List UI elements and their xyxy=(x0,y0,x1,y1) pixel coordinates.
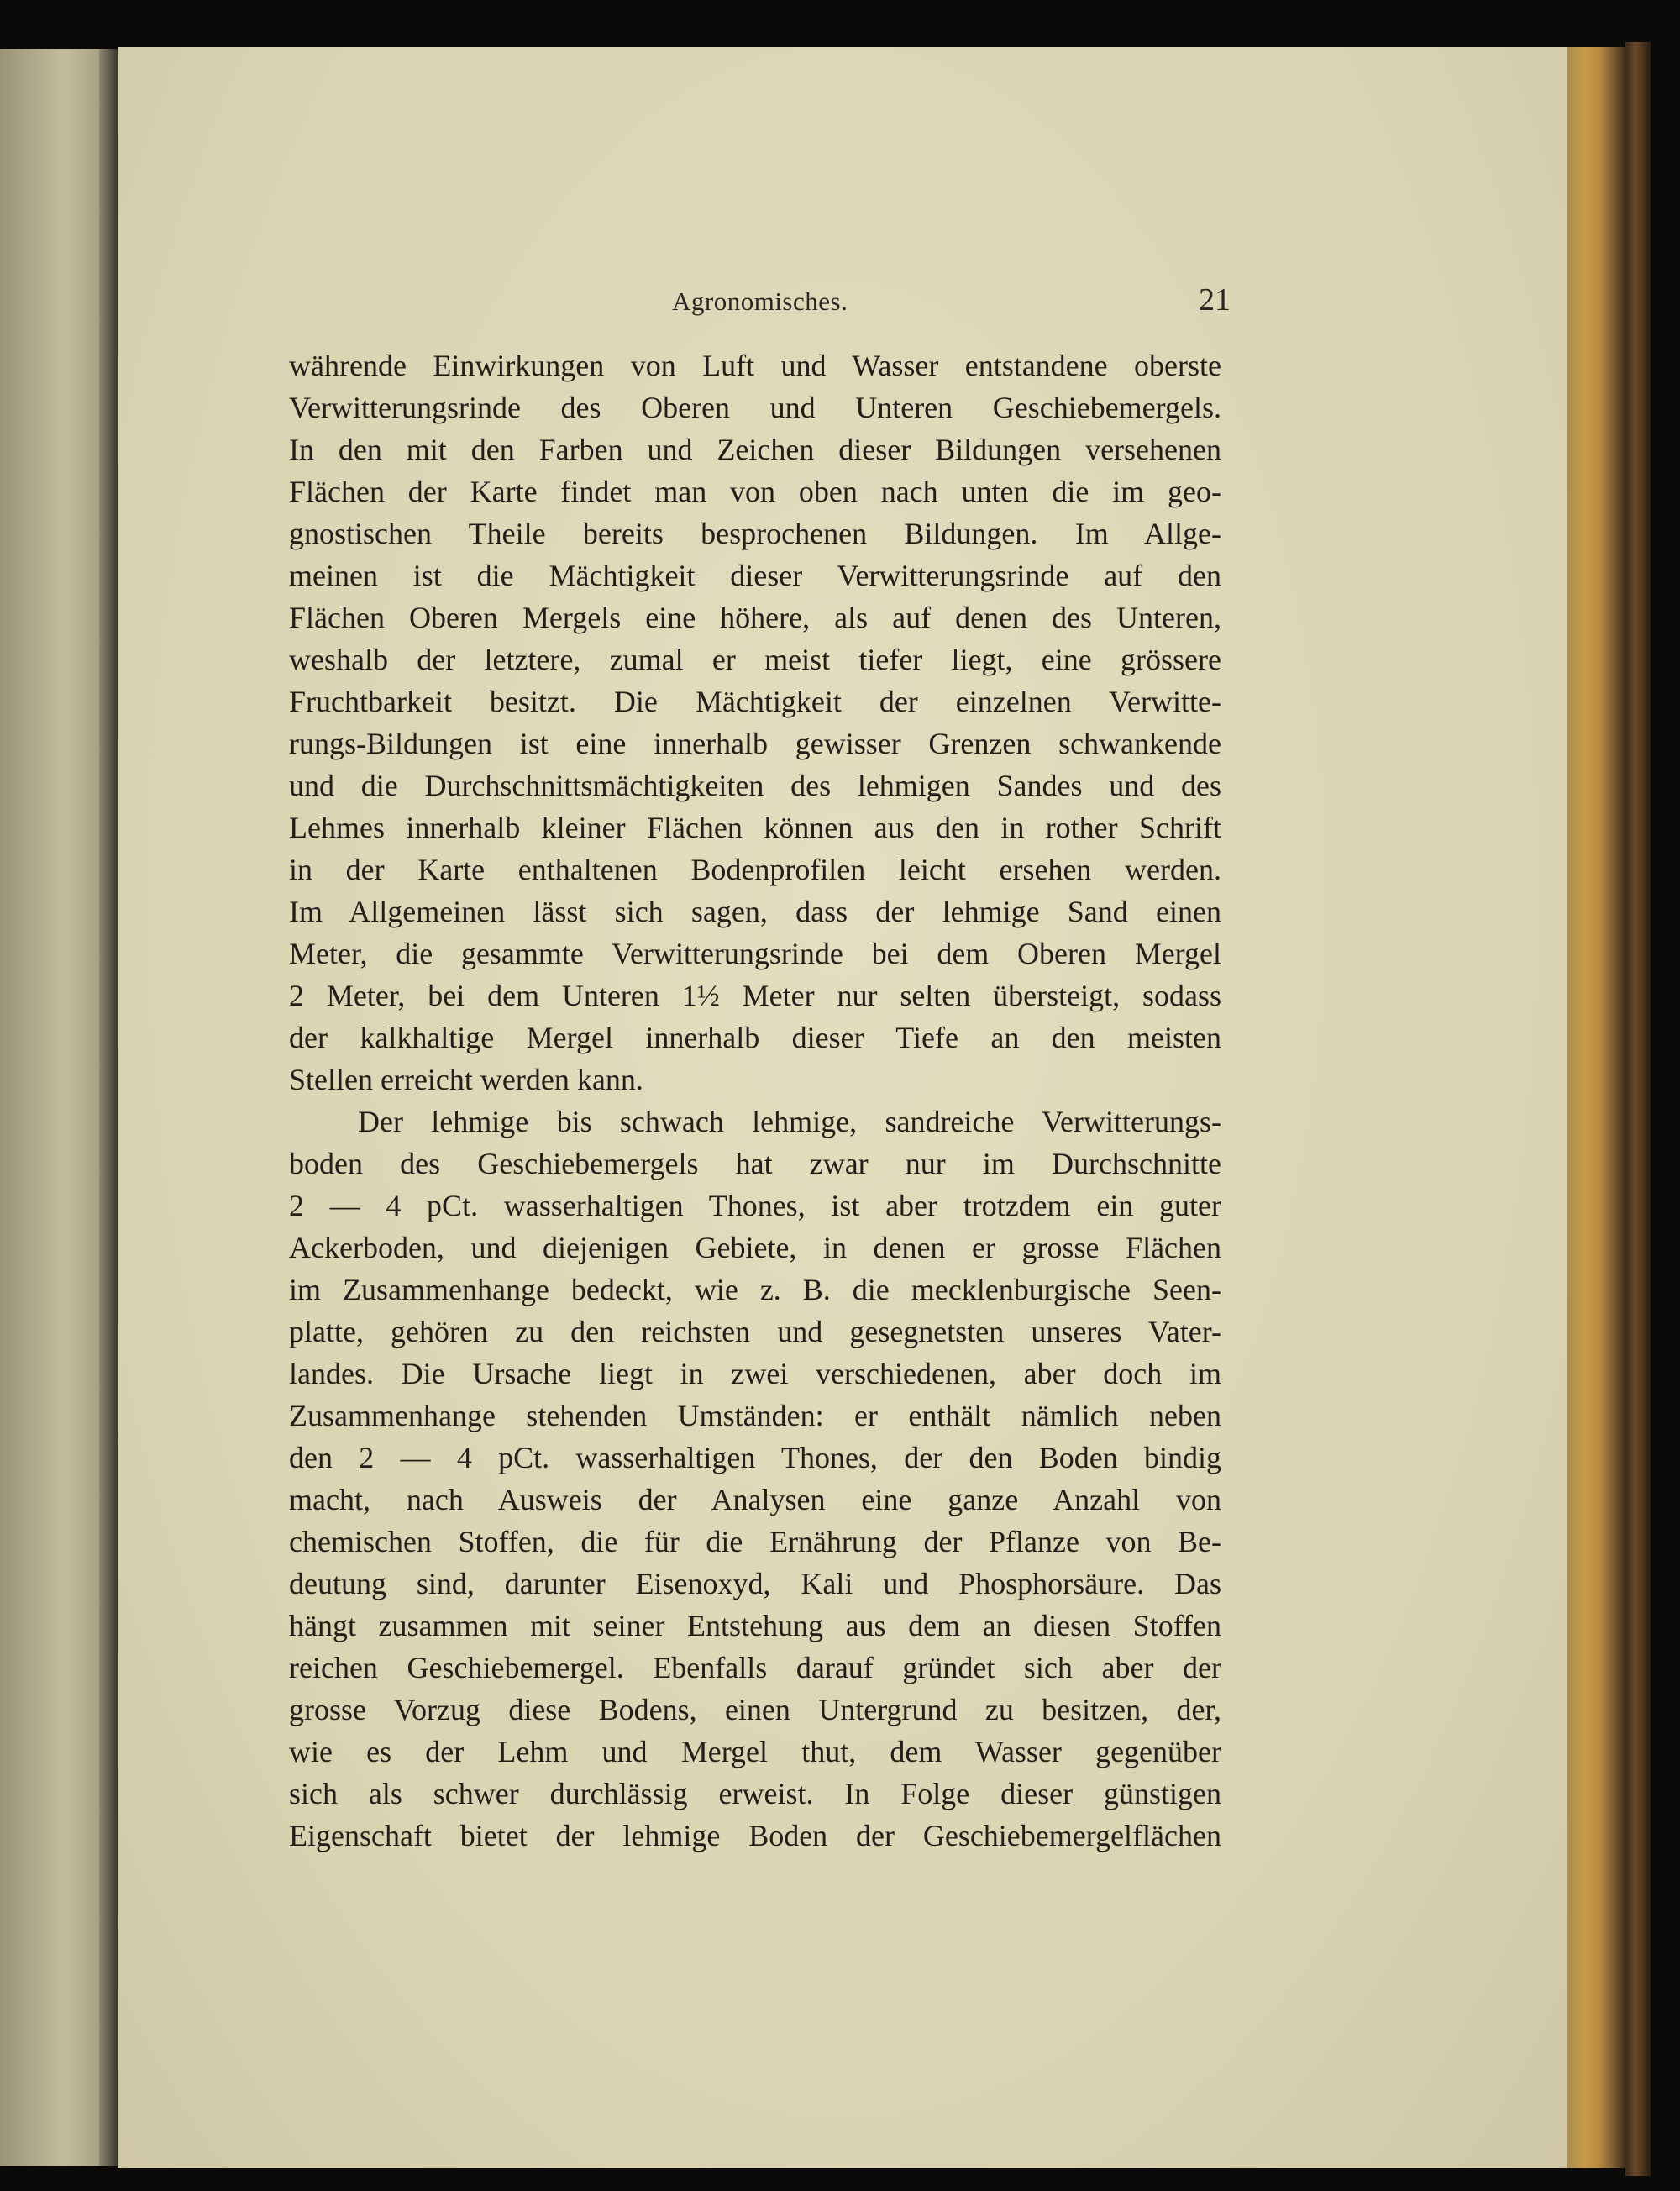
text-line: chemischen Stoffen, die für die Ernährung der Pflanze von Be- xyxy=(289,1525,1221,1558)
text-line: der kalkhaltige Mergel innerhalb dieser Tiefe an den meisten xyxy=(289,1021,1221,1054)
text-line: 2 — 4 pCt. wasserhaltigen Thones, ist aber trotzdem ein guter xyxy=(289,1189,1221,1222)
text-line: Zusammenhange stehenden Umständen: er enthält nämlich neben xyxy=(289,1399,1221,1432)
text-line: In den mit den Farben und Zeichen dieser Bildungen versehenen xyxy=(289,433,1221,466)
text-line: sich als schwer durchlässig erweist. In Folge dieser günstigen xyxy=(289,1777,1221,1810)
text-line: deutung sind, darunter Eisenoxyd, Kali und Phosphorsäure. Das xyxy=(289,1567,1221,1600)
text-line: Im Allgemeinen lässt sich sagen, dass der lehmige Sand einen xyxy=(289,895,1221,928)
text-line: in der Karte enthaltenen Bodenprofilen leicht ersehen werden. xyxy=(289,853,1221,886)
text-line: wie es der Lehm und Mergel thut, dem Wasser gegenüber xyxy=(289,1735,1221,1768)
text-line: im Zusammenhange bedeckt, wie z. B. die mecklenburgische Seen- xyxy=(289,1273,1221,1306)
text-line: Meter, die gesammte Verwitterungsrinde bei dem Oberen Mergel xyxy=(289,937,1221,970)
text-line: meinen ist die Mächtigkeit dieser Verwitterungsrinde auf den xyxy=(289,559,1221,592)
book-cover-edge xyxy=(1625,42,1651,2176)
text-line: boden des Geschiebemergels hat zwar nur im Durchschnitte xyxy=(289,1147,1221,1180)
body-text xyxy=(289,344,1221,1857)
text-line: und die Durchschnittsmächtigkeiten des lehmigen Sandes und des xyxy=(289,769,1221,802)
text-line: Fruchtbarkeit besitzt. Die Mächtigkeit der einzelnen Verwitte- xyxy=(289,685,1221,718)
text-line: den 2 — 4 pCt. wasserhaltigen Thones, der den Boden bindig xyxy=(289,1441,1221,1474)
text-line: reichen Geschiebemergel. Ebenfalls darauf gründet sich aber der xyxy=(289,1651,1221,1684)
text-line: rungs-Bildungen ist eine innerhalb gewisser Grenzen schwankende xyxy=(289,727,1221,760)
page-number: 21 xyxy=(1199,282,1231,318)
text-line: währende Einwirkungen von Luft und Wasser entstandene oberste xyxy=(289,349,1221,382)
text-line: hängt zusammen mit seiner Entstehung aus dem an diesen Stoffen xyxy=(289,1609,1221,1642)
text-line: weshalb der letztere, zumal er meist tiefer liegt, eine grössere xyxy=(289,643,1221,676)
text-line: Flächen der Karte findet man von oben nach unten die im geo- xyxy=(289,475,1221,508)
text-line: platte, gehören zu den reichsten und gesegnetsten unseres Vater- xyxy=(289,1315,1221,1348)
text-line: gnostischen Theile bereits besprochenen Bildungen. Im Allge- xyxy=(289,517,1221,550)
running-head xyxy=(672,281,1231,323)
text-line: Ackerboden, und diejenigen Gebiete, in denen er grosse Flächen xyxy=(289,1231,1221,1264)
text-line: grosse Vorzug diese Bodens, einen Untergrund zu besitzen, der, xyxy=(289,1693,1221,1726)
book-gutter xyxy=(99,49,118,2166)
text-line: 2 Meter, bei dem Unteren 1½ Meter nur selten übersteigt, sodass xyxy=(289,979,1221,1012)
text-line: Lehmes innerhalb kleiner Flächen können aus den in rother Schrift xyxy=(289,811,1221,844)
text-line: Flächen Oberen Mergels eine höhere, als auf denen des Unteren, xyxy=(289,601,1221,634)
text-line: Verwitterungsrinde des Oberen und Unteren Geschiebemergels. xyxy=(289,391,1221,424)
text-line: macht, nach Ausweis der Analysen eine ganze Anzahl von xyxy=(289,1483,1221,1516)
running-title: Agronomisches. xyxy=(672,286,848,316)
text-line: Der lehmige bis schwach lehmige, sandreiche Verwitterungs- xyxy=(358,1105,1221,1138)
page-stack-edge xyxy=(1567,47,1625,2168)
text-line: landes. Die Ursache liegt in zwei verschiedenen, aber doch im xyxy=(289,1357,1221,1390)
text-line: Eigenschaft bietet der lehmige Boden der Geschiebemergelflächen xyxy=(289,1819,1221,1852)
text-line: Stellen erreicht werden kann. xyxy=(289,1063,643,1096)
